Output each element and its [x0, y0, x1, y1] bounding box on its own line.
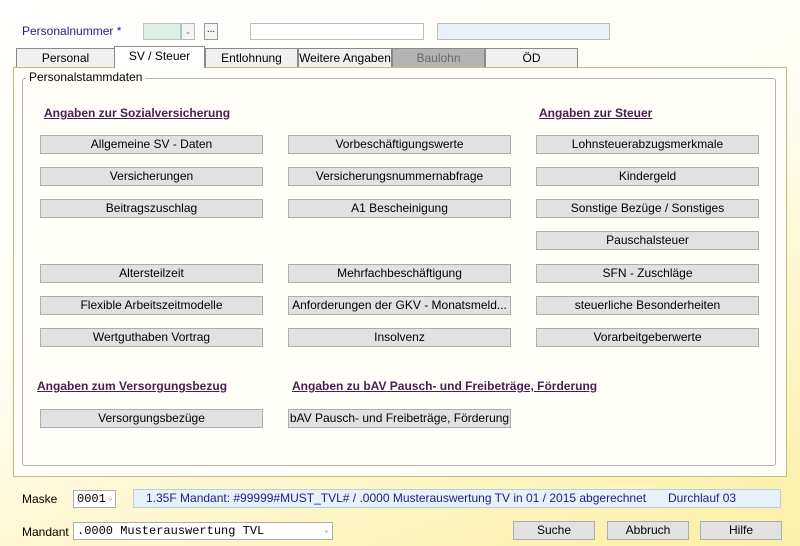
tab-weitere-angaben[interactable]: Weitere Angaben	[298, 48, 392, 67]
employee-name-field[interactable]	[250, 23, 424, 40]
mandant-label: Mandant	[22, 525, 69, 539]
maske-value: 0001	[77, 492, 106, 506]
personalnummer-dropdown[interactable]	[181, 23, 195, 40]
kindergeld-button[interactable]: Kindergeld	[536, 167, 759, 186]
wertguthaben-vortrag-button[interactable]: Wertguthaben Vortrag	[40, 328, 263, 347]
maske-select[interactable]	[73, 490, 116, 508]
tab-baulohn: Baulohn	[392, 48, 485, 67]
allgemeine-sv-daten-button[interactable]: Allgemeine SV - Daten	[40, 135, 263, 154]
tab-sv-steuer[interactable]: SV / Steuer	[114, 46, 205, 68]
tab-entlohnung[interactable]: Entlohnung	[205, 48, 298, 67]
section-title-versorgungsbezug: Angaben zum Versorgungsbezug	[37, 379, 228, 393]
tab-personal[interactable]: Personal	[16, 48, 115, 67]
employee-info-field	[437, 23, 610, 40]
section-title-bav: Angaben zu bAV Pausch- und Freibeträge, Förderung	[292, 379, 598, 393]
pauschalsteuer-button[interactable]: Pauschalsteuer	[536, 231, 759, 250]
chevron-down-icon: ⌄	[108, 494, 113, 503]
status-bar	[133, 489, 781, 508]
flexible-arbeitszeitmodelle-button[interactable]: Flexible Arbeitszeitmodelle	[40, 296, 263, 315]
mehrfachbeschaeftigung-button[interactable]: Mehrfachbeschäftigung	[288, 264, 511, 283]
chevron-down-icon: ⌄	[324, 526, 329, 535]
versicherungsnummernabfrage-button[interactable]: Versicherungsnummernabfrage	[288, 167, 511, 186]
versicherungen-button[interactable]: Versicherungen	[40, 167, 263, 186]
versorgungsbezuege-button[interactable]: Versorgungsbezüge	[40, 409, 263, 428]
beitragszuschlag-button[interactable]: Beitragszuschlag	[40, 199, 263, 218]
hilfe-button[interactable]: Hilfe	[700, 521, 782, 540]
mandant-select[interactable]	[73, 522, 333, 540]
personalnummer-lookup-button[interactable]: ...	[204, 23, 218, 40]
insolvenz-button[interactable]: Insolvenz	[288, 328, 511, 347]
personalnummer-label: Personalnummer *	[22, 24, 122, 38]
personalnummer-input[interactable]	[143, 23, 181, 40]
gkv-monatsmeldung-button[interactable]: Anforderungen der GKV - Monatsmeld...	[288, 296, 511, 315]
chevron-down-icon: ⌄	[184, 27, 192, 36]
altersteilzeit-button[interactable]: Altersteilzeit	[40, 264, 263, 283]
abbruch-button[interactable]: Abbruch	[607, 521, 689, 540]
maske-label: Maske	[22, 492, 58, 506]
mandant-value: .0000 Musterauswertung TVL	[77, 524, 265, 538]
section-title-steuer: Angaben zur Steuer	[539, 106, 653, 120]
sonstige-bezuege-button[interactable]: Sonstige Bezüge / Sonstiges	[536, 199, 759, 218]
a1-bescheinigung-button[interactable]: A1 Bescheinigung	[288, 199, 511, 218]
sfn-zuschlaege-button[interactable]: SFN - Zuschläge	[536, 264, 759, 283]
vorbeschaeftigungswerte-button[interactable]: Vorbeschäftigungswerte	[288, 135, 511, 154]
lohnsteuerabzugsmerkmale-button[interactable]: Lohnsteuerabzugsmerkmale	[536, 135, 759, 154]
status-text: 1.35F Mandant: #99999#MUST_TVL# / .0000 Musterauswertung TV in 01 / 2015 abgerechnet	[146, 491, 647, 505]
status-run: Durchlauf 03	[668, 491, 737, 505]
vorarbeitgeberwerte-button[interactable]: Vorarbeitgeberwerte	[536, 328, 759, 347]
bav-pausch-freibetraege-button[interactable]: bAV Pausch- und Freibeträge, Förderung	[288, 409, 511, 428]
tab-oed[interactable]: ÖD	[485, 48, 578, 67]
steuerliche-besonderheiten-button[interactable]: steuerliche Besonderheiten	[536, 296, 759, 315]
section-title-sozialversicherung: Angaben zur Sozialversicherung	[44, 106, 231, 120]
suche-button[interactable]: Suche	[513, 521, 595, 540]
group-legend: Personalstammdaten	[26, 70, 145, 84]
